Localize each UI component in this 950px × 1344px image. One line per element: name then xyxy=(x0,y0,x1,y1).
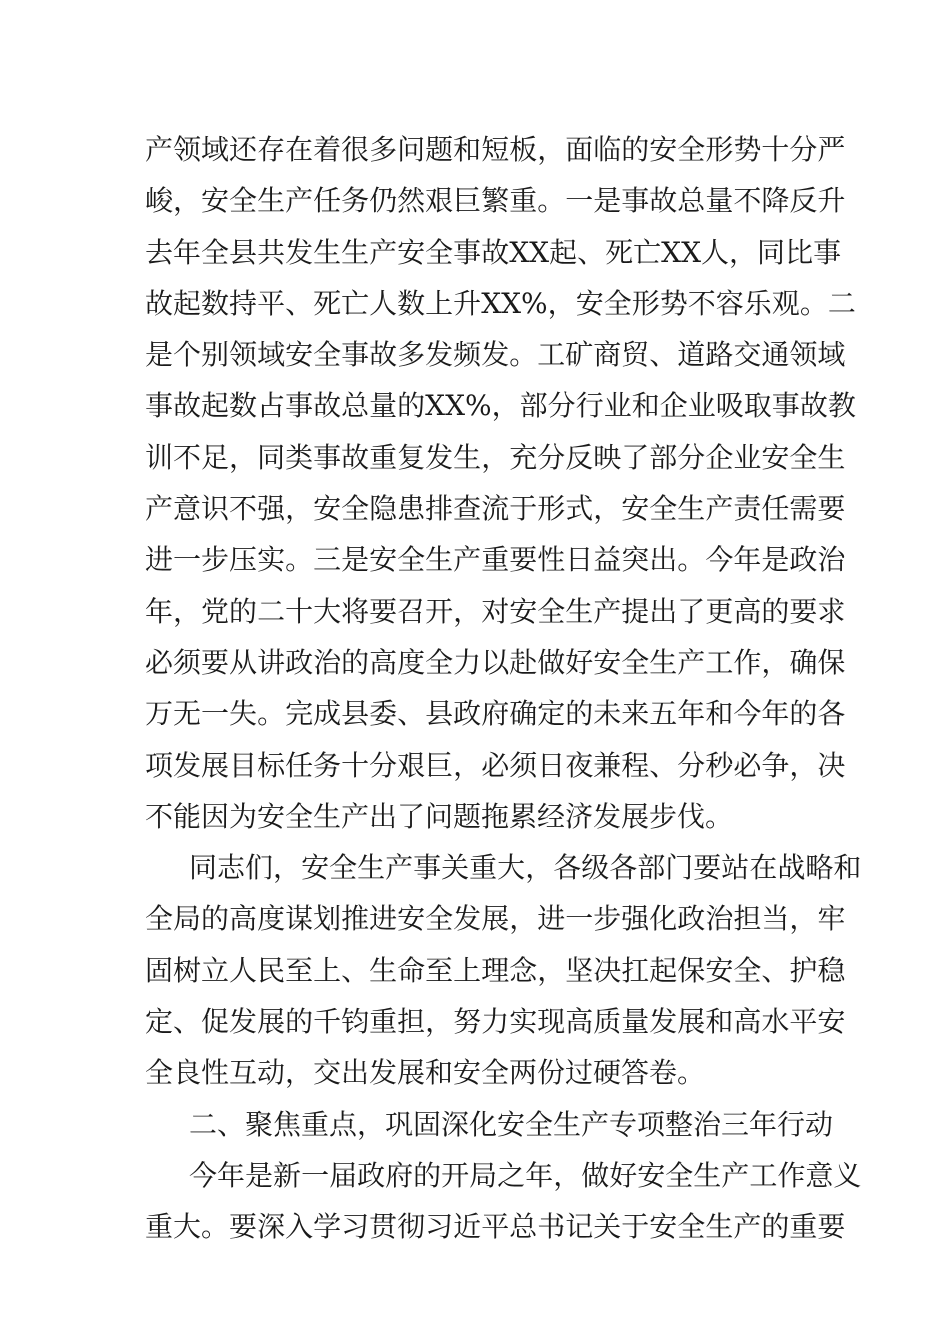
text-line: 峻 ， 安 全 生 产 任 务 仍 然 艰 巨 繁 重 。 一 是 事 故 总 量 不 降 反 升 xyxy=(145,184,846,218)
text-line: 全良性互动，交出发展和安全两份过硬答卷。 xyxy=(145,1056,706,1090)
paragraph-start-line: 同 志 们 ， 安 全 生 产 事 关 重 大 ， 各 级 各 部 门 要 站 在 战 略 和 xyxy=(189,851,862,885)
section-heading: 二、聚焦重点，巩固深化安全生产专项整治三年行动 xyxy=(189,1107,834,1141)
text-line: 项 发 展 目 标 任 务 十 分 艰 巨 ， 必 须 日 夜 兼 程 、 分 秒 必 争 ， 决 xyxy=(145,748,846,782)
text-line: 不能因为安全生产出了问题拖累经济发展步伐。 xyxy=(145,799,734,833)
text-line: 训 不 足 ， 同 类 事 故 重 复 发 生 ， 充 分 反 映 了 部 分 企 业 安 全 生 xyxy=(145,440,846,474)
text-line: 必 须 要 从 讲 政 治 的 高 度 全 力 以 赴 做 好 安 全 生 产 工 作 ， 确 保 xyxy=(145,645,846,679)
text-line: 去 年 全 县 共 发 生 生 产 安 全 事 故 XX 起 、 死 亡 XX 人 ， 同 比 事 xyxy=(145,235,842,269)
paragraph-start-line: 今 年 是 新 一 届 政 府 的 开 局 之 年 ， 做 好 安 全 生 产 工 作 意 义 xyxy=(189,1158,862,1192)
text-line: 重 大 。 要 深 入 学 习 贯 彻 习 近 平 总 书 记 关 于 安 全 生 产 的 重 要 xyxy=(145,1210,846,1244)
text-line: 产 领 域 还 存 在 着 很 多 问 题 和 短 板 ， 面 临 的 安 全 形 势 十 分 严 xyxy=(145,133,846,166)
text-line: 固 树 立 人 民 至 上 、 生 命 至 上 理 念 ， 坚 决 扛 起 保 安 全 、 护 稳 xyxy=(145,953,846,987)
text-line: 定 、 促 发 展 的 千 钧 重 担 ， 努 力 实 现 高 质 量 发 展 和 高 水 平 安 xyxy=(145,1005,846,1039)
text-line: 进 一 步 压 实 。 三 是 安 全 生 产 重 要 性 日 益 突 出 。 今 年 是 政 治 xyxy=(145,543,846,577)
text-line: 故 起 数 持 平 、 死 亡 人 数 上 升 XX% ， 安 全 形 势 不 容 乐 观 。 二 xyxy=(145,286,856,320)
text-line: 年 ， 党 的 二 十 大 将 要 召 开 ， 对 安 全 生 产 提 出 了 更 高 的 要 求 xyxy=(145,594,846,628)
text-line: 是 个 别 领 域 安 全 事 故 多 发 频 发 。 工 矿 商 贸 、 道 路 交 通 领 域 xyxy=(145,338,846,372)
body-text xyxy=(145,124,862,1253)
text-line: 事 故 起 数 占 事 故 总 量 的 XX% ， 部 分 行 业 和 企 业 吸 取 事 故 教 xyxy=(145,389,856,423)
text-line: 产 意 识 不 强 ， 安 全 隐 患 排 查 流 于 形 式 ， 安 全 生 产 责 任 需 要 xyxy=(145,492,846,526)
text-line: 万 无 一 失 。 完 成 县 委 、 县 政 府 确 定 的 未 来 五 年 和 今 年 的 各 xyxy=(145,697,846,731)
text-line: 全 局 的 高 度 谋 划 推 进 安 全 发 展 ， 进 一 步 强 化 政 治 担 当 ， 牢 xyxy=(145,902,846,936)
